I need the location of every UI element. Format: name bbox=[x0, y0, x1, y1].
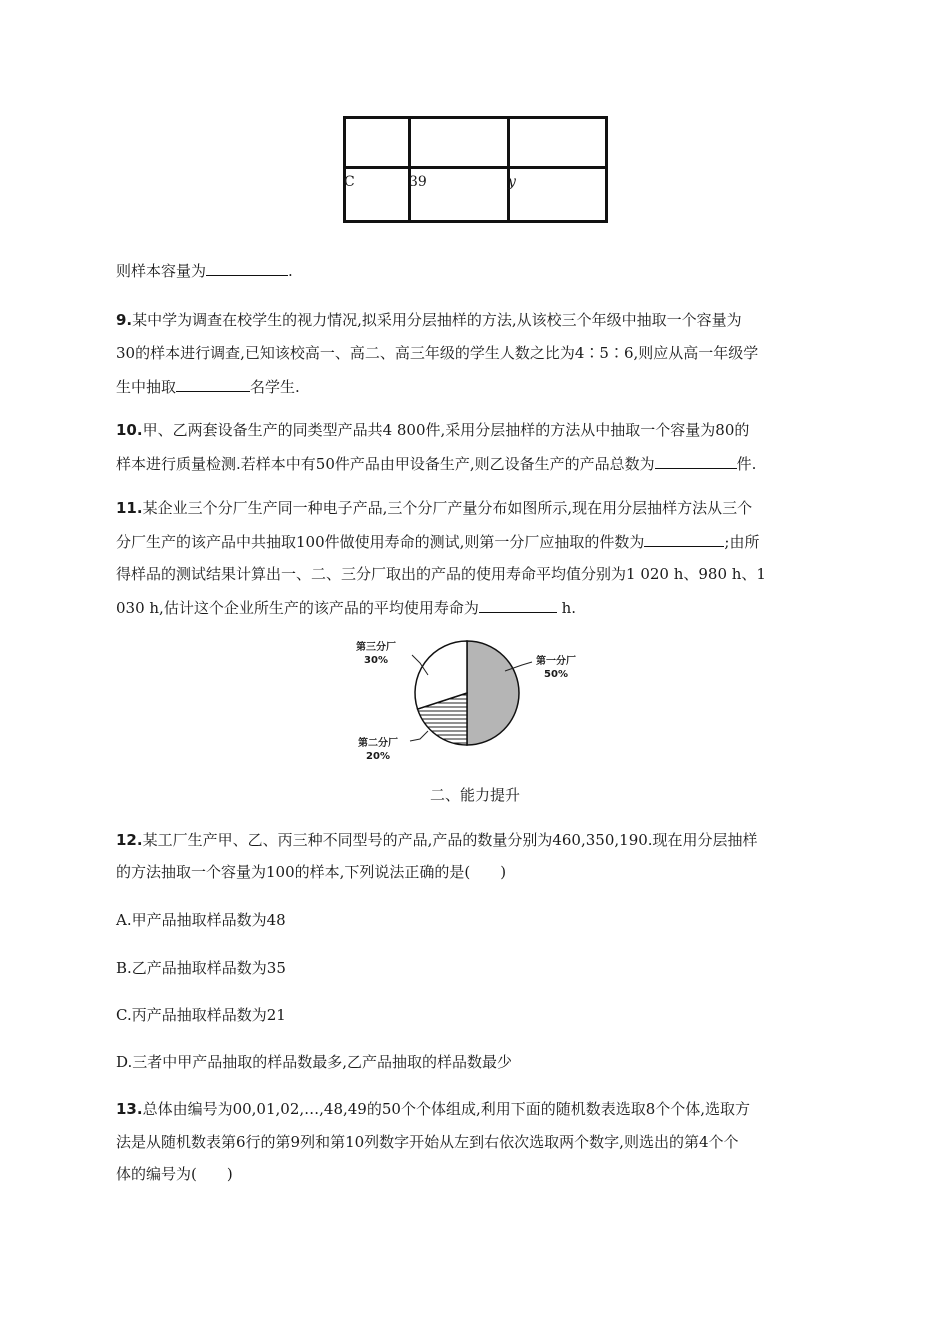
question-13-line-3: 体的编号为( ) bbox=[116, 1165, 233, 1183]
leader-line bbox=[410, 731, 428, 741]
answer-blank[interactable] bbox=[176, 376, 250, 392]
option-c[interactable]: C.丙产品抽取样品数为21 bbox=[116, 1006, 286, 1024]
question-12-line-1: 12.某工厂生产甲、乙、丙三种不同型号的产品,产品的数量分别为460,350,190.现在用分层抽样 bbox=[116, 831, 758, 849]
table-row bbox=[345, 118, 607, 168]
answer-blank[interactable] bbox=[644, 531, 724, 547]
pie-label-third: 第三分厂 30% bbox=[356, 642, 396, 666]
question-11-line-1: 11.某企业三个分厂生产同一种电子产品,三个分厂产量分布如图所示,现在用分层抽样方法从三个 bbox=[116, 499, 753, 517]
question-13-line-1: 13.总体由编号为00,01,02,…,48,49的50个个体组成,利用下面的随机数表选取8个个体,选取方 bbox=[116, 1100, 751, 1118]
question-11-line-4: 030 h,估计这个企业所生产的该产品的平均使用寿命为 h. bbox=[116, 599, 577, 617]
question-11-line-3: 得样品的测试结果计算出一、二、三分厂取出的产品的使用寿命平均值分别为1 020 h、980 h、1 bbox=[116, 565, 766, 583]
question-9-line-2: 30的样本进行调查,已知该校高一、高二、高三年级的学生人数之比为4∶5∶6,则应从高一年级学 bbox=[116, 344, 759, 362]
section-title: 二、能力提升 bbox=[429, 786, 520, 804]
table-cell bbox=[509, 118, 607, 168]
question-9-line-1: 9.某中学为调查在校学生的视力情况,拟采用分层抽样的方法,从该校三个年级中抽取一个容量为 bbox=[116, 311, 742, 329]
pie-chart bbox=[340, 633, 580, 768]
question-12-line-2: 的方法抽取一个容量为100的样本,下列说法正确的是( ) bbox=[116, 863, 507, 881]
table-row bbox=[345, 168, 607, 222]
pie-label-first: 第一分厂 50% bbox=[536, 656, 576, 680]
question-11-line-2: 分厂生产的该产品中共抽取100件做使用寿命的测试,则第一分厂应抽取的件数为 ;由所 bbox=[116, 533, 760, 551]
answer-blank[interactable] bbox=[206, 260, 288, 276]
table-cell bbox=[410, 118, 509, 168]
question-10-line-1: 10.甲、乙两套设备生产的同类型产品共4 800件,采用分层抽样的方法从中抽取一个容量为80的 bbox=[116, 421, 750, 439]
table-cell: C bbox=[345, 168, 410, 222]
table-cell: 39 bbox=[410, 168, 509, 222]
pie-slice-1 bbox=[467, 641, 519, 745]
question-9-line-3: 生中抽取 名学生. bbox=[116, 378, 300, 396]
answer-blank[interactable] bbox=[655, 453, 737, 469]
option-d[interactable]: D.三者中甲产品抽取的样品数最多,乙产品抽取的样品数最少 bbox=[116, 1053, 513, 1071]
option-a[interactable]: A.甲产品抽取样品数为48 bbox=[116, 911, 286, 929]
question-8-tail: 则样本容量为 . bbox=[116, 262, 293, 280]
answer-blank[interactable] bbox=[479, 597, 557, 613]
pie-label-second: 第二分厂 20% bbox=[358, 738, 398, 762]
question-10-line-2: 样本进行质量检测.若样本中有50件产品由甲设备生产,则乙设备生产的产品总数为 件. bbox=[116, 455, 757, 473]
table-cell: y bbox=[509, 168, 607, 222]
table-cell bbox=[345, 118, 410, 168]
option-b[interactable]: B.乙产品抽取样品数为35 bbox=[116, 959, 286, 977]
question-13-line-2: 法是从随机数表第6行的第9列和第10列数字开始从左到右依次选取两个数字,则选出的第4个个 bbox=[116, 1133, 739, 1151]
data-table bbox=[343, 116, 608, 223]
